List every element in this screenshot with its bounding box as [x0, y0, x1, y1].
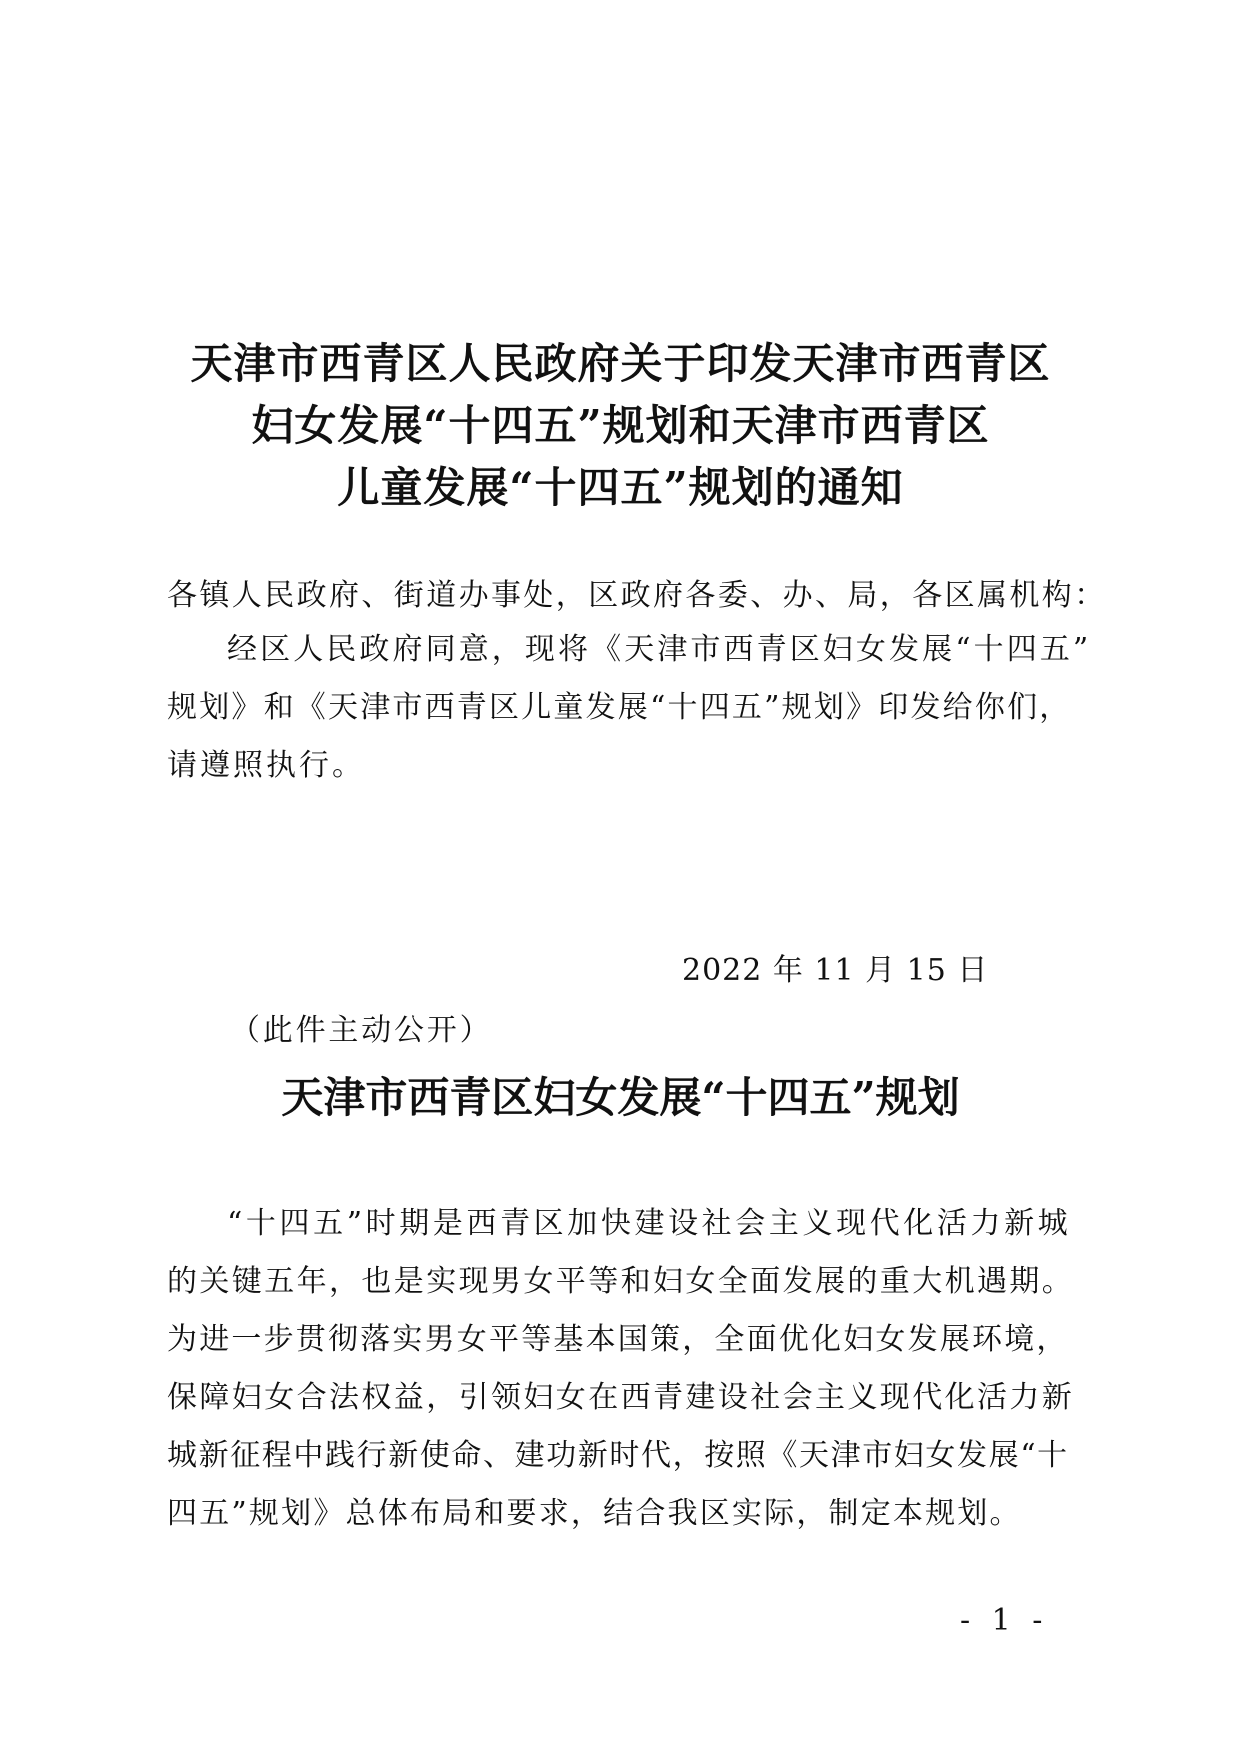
notice-body-line-2: 规划》和《天津市西青区儿童发展“十四五”规划》印发给你们，	[167, 690, 1072, 725]
notice-title-line-2: 妇女发展“十四五”规划和天津市西青区	[251, 401, 990, 450]
notice-body-line-3: 请遵照执行。	[167, 748, 365, 783]
plan-intro-line-4: 保障妇女合法权益，引领妇女在西青建设社会主义现代化活力新	[167, 1380, 1075, 1415]
plan-intro-line-1: “十四五”时期是西青区加快建设社会主义现代化活力新城	[227, 1206, 1072, 1241]
plan-intro-line-5: 城新征程中践行新使命、建功新时代，按照《天津市妇女发展“十	[167, 1438, 1069, 1473]
notice-title-line-3: 儿童发展“十四五”规划的通知	[337, 463, 904, 512]
notice-title-line-1: 天津市西青区人民政府关于印发天津市西青区	[190, 339, 1051, 388]
salutation: 各镇人民政府、街道办事处，区政府各委、办、局，各区属机构：	[167, 578, 1107, 613]
plan-intro-line-2: 的关键五年，也是实现男女平等和妇女全面发展的重大机遇期。	[167, 1264, 1075, 1299]
issue-date: 2022 年 11 月 15 日	[682, 953, 989, 988]
plan-intro-line-3: 为进一步贯彻落实男女平等基本国策，全面优化妇女发展环境，	[167, 1322, 1069, 1357]
plan-intro-line-6: 四五”规划》总体布局和要求，结合我区实际，制定本规划。	[167, 1496, 1022, 1531]
plan-title: 天津市西青区妇女发展“十四五”规划	[281, 1073, 960, 1122]
notice-body-line-1: 经区人民政府同意，现将《天津市西青区妇女发展“十四五”	[227, 632, 1092, 667]
disclosure-note: （此件主动公开）	[230, 1013, 493, 1048]
page-number: - 1 -	[960, 1603, 1049, 1638]
